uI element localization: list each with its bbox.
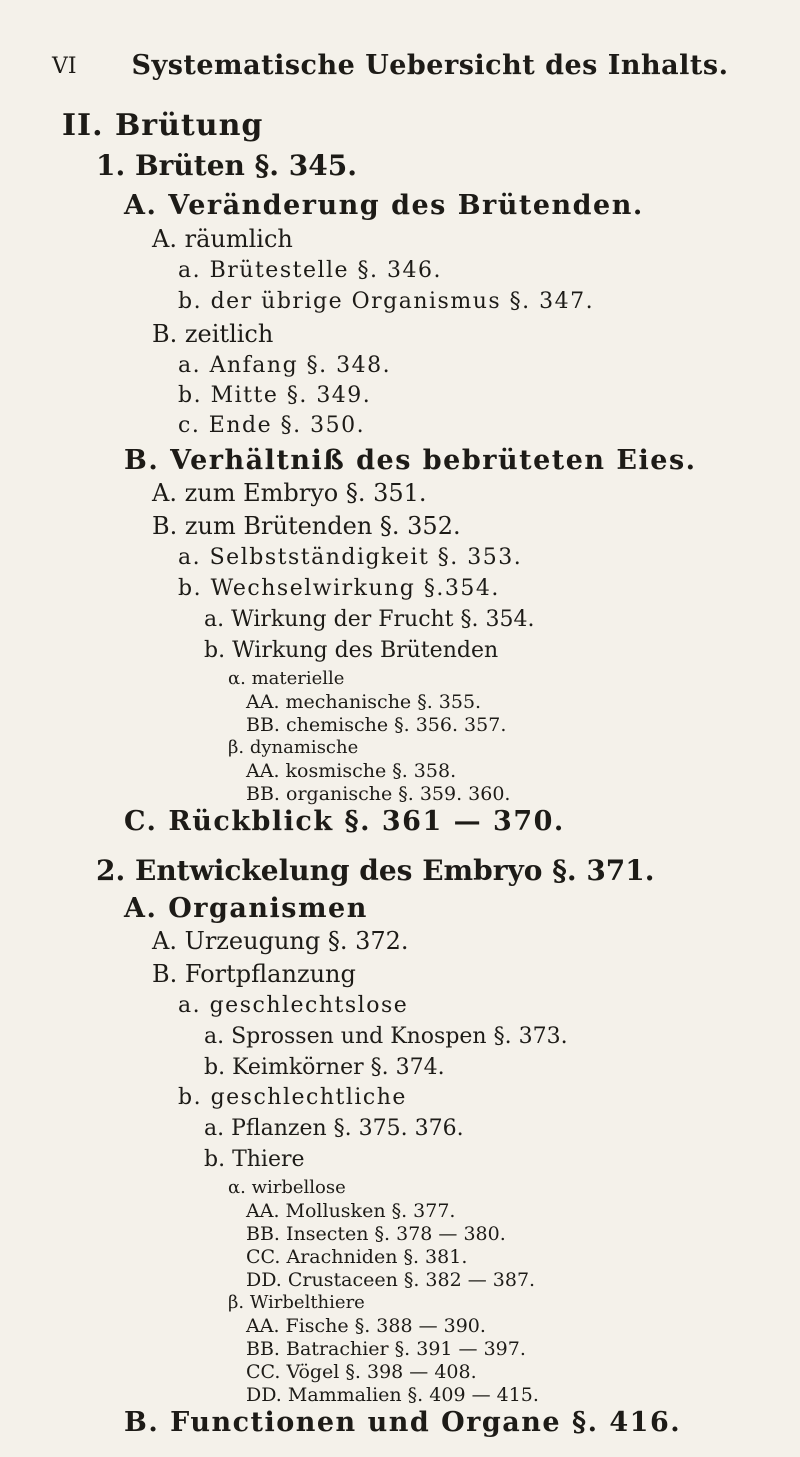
toc-entry: b. Mitte §. 349. — [178, 383, 372, 408]
page-header — [52, 48, 768, 88]
toc-entry: CC. Arachniden §. 381. — [246, 1246, 468, 1268]
toc-entry: AA. Fische §. 388 — 390. — [246, 1315, 486, 1337]
toc-entry: b. Thiere — [204, 1147, 305, 1172]
toc-entry: BB. chemische §. 356. 357. — [246, 714, 507, 736]
toc-entry: BB. Insecten §. 378 — 380. — [246, 1223, 506, 1245]
toc-entry: AA. mechanische §. 355. — [246, 691, 482, 713]
toc-entry: B. zeitlich — [152, 320, 274, 348]
toc-entry: A. Organismen — [124, 893, 368, 924]
toc-entry: DD. Mammalien §. 409 — 415. — [246, 1384, 539, 1406]
toc-entry: β. Wirbelthiere — [228, 1292, 365, 1313]
toc-entry: a. Wirkung der Frucht §. 354. — [204, 607, 535, 632]
toc-entry: b. der übrige Organismus §. 347. — [178, 289, 595, 314]
toc-entry: a. Sprossen und Knospen §. 373. — [204, 1024, 568, 1049]
toc-entry: α. wirbellose — [228, 1177, 346, 1198]
toc-entry: A. Veränderung des Brütenden. — [124, 190, 644, 221]
toc-entry: b. geschlechtliche — [178, 1085, 407, 1110]
toc-entry: BB. organische §. 359. 360. — [246, 783, 511, 805]
toc-entry: C. Rückblick §. 361 — 370. — [124, 806, 565, 837]
toc-entry: DD. Crustaceen §. 382 — 387. — [246, 1269, 536, 1291]
toc-entry: A. zum Embryo §. 351. — [152, 479, 427, 507]
toc-entry: 2. Entwickelung des Embryo §. 371. — [96, 854, 655, 887]
toc-entry: CC. Vögel §. 398 — 408. — [246, 1361, 477, 1383]
toc-entry: a. Brütestelle §. 346. — [178, 258, 443, 283]
toc-entry: B. zum Brütenden §. 352. — [152, 512, 461, 540]
toc-entry: AA. Mollusken §. 377. — [246, 1200, 456, 1222]
toc-entry: A. räumlich — [152, 225, 293, 253]
toc-entry: a. Pflanzen §. 375. 376. — [204, 1116, 464, 1141]
toc-entry: B. Functionen und Organe §. 416. — [124, 1407, 682, 1438]
toc-entry: 1. Brüten §. 345. — [96, 149, 357, 182]
toc-entry: b. Keimkörner §. 374. — [204, 1055, 445, 1080]
running-title: Systematische Uebersicht des Inhalts. — [131, 50, 729, 81]
toc-entry: b. Wirkung des Brütenden — [204, 638, 499, 663]
toc-entry: II. Brütung — [62, 108, 264, 143]
toc-entry: B. Fortpflanzung — [152, 960, 356, 988]
toc-entry: c. Ende §. 350. — [178, 413, 366, 438]
page-number: VI — [52, 54, 77, 79]
toc-entry: A. Urzeugung §. 372. — [152, 927, 409, 955]
toc-entry: B. Verhältniß des bebrüteten Eies. — [124, 445, 697, 476]
toc-entry: BB. Batrachier §. 391 — 397. — [246, 1338, 526, 1360]
toc-entry: β. dynamische — [228, 737, 359, 758]
toc-entry: a. Selbstständigkeit §. 353. — [178, 545, 523, 570]
toc-entry: a. Anfang §. 348. — [178, 353, 392, 378]
toc-entry: b. Wechselwirkung §.354. — [178, 576, 500, 601]
toc-entry: AA. kosmische §. 358. — [246, 760, 457, 782]
toc-entry: a. geschlechtslose — [178, 993, 409, 1018]
toc-entry: α. materielle — [228, 668, 345, 689]
